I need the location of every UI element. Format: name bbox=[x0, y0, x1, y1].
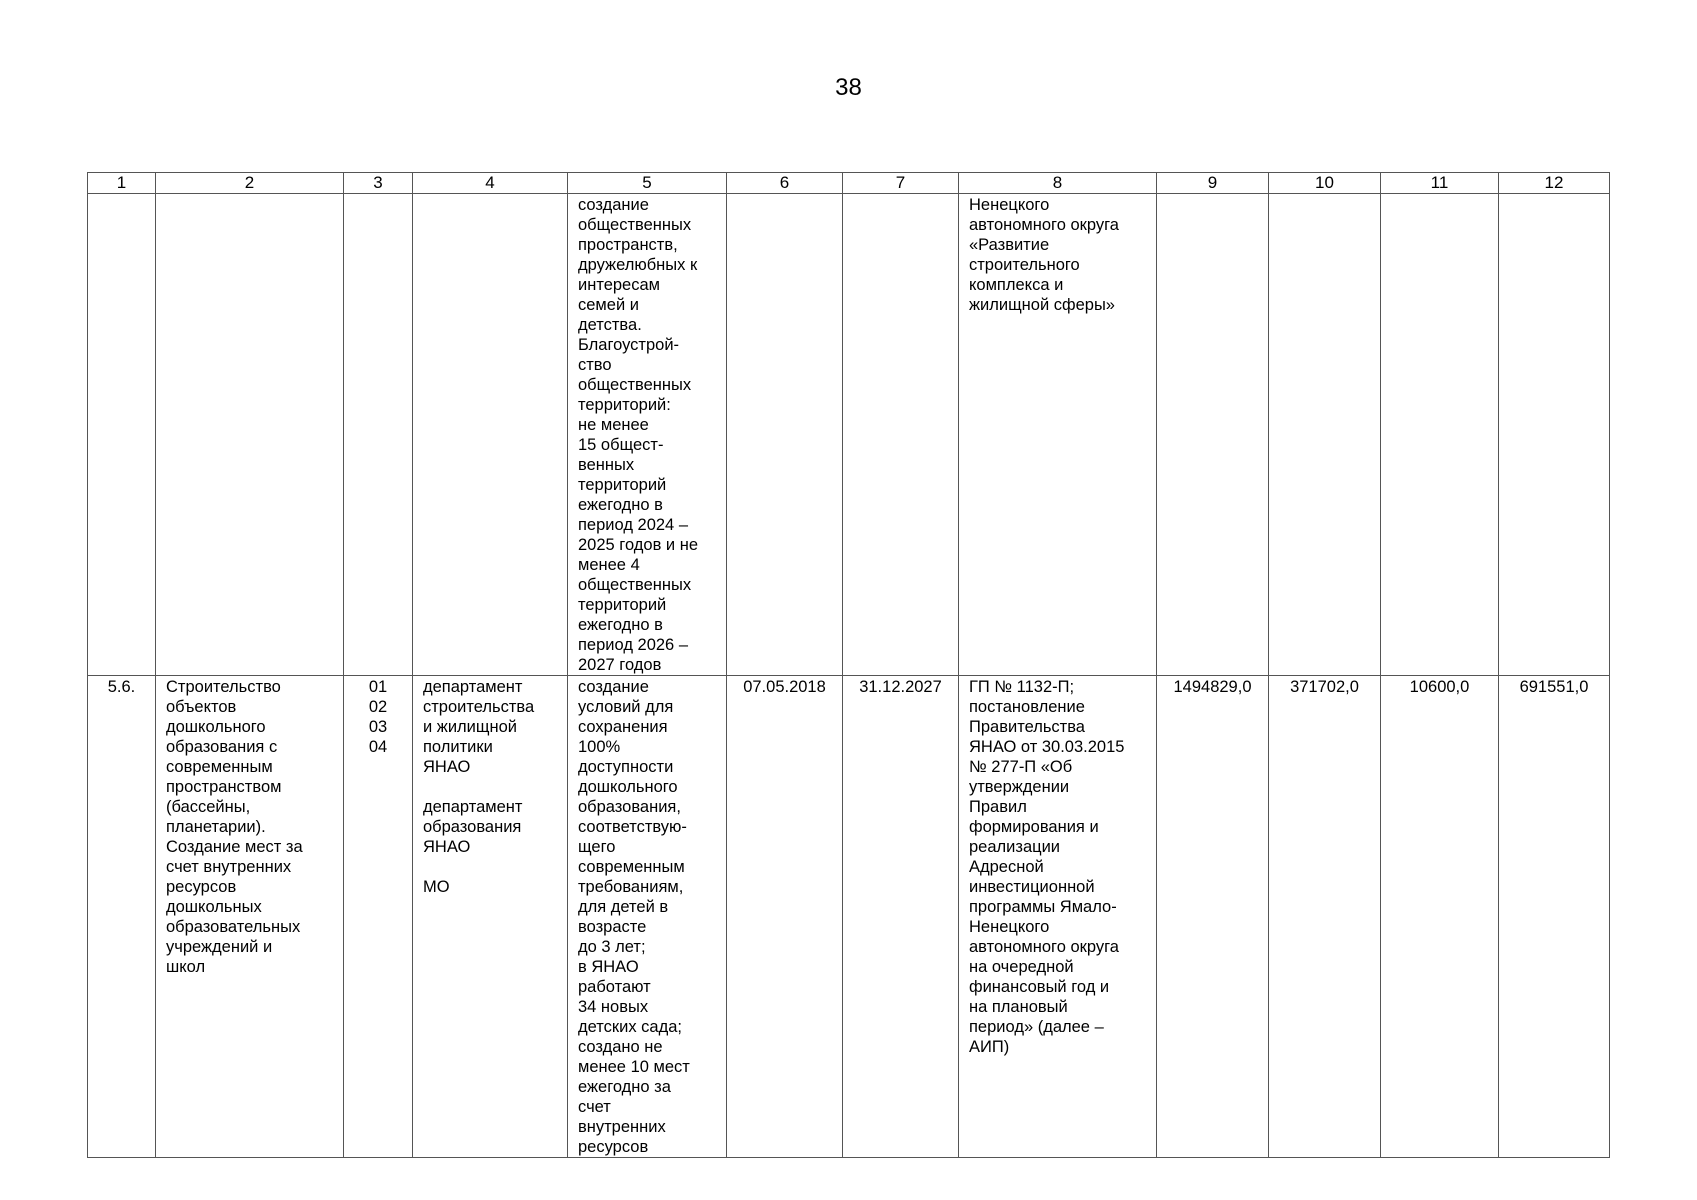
column-header: 12 bbox=[1499, 173, 1610, 194]
document-cell: Ненецкого автономного округа «Развитие строительного комплекса и жилищной сферы» bbox=[959, 194, 1157, 676]
column-number-row bbox=[88, 173, 1610, 194]
amount-cell bbox=[1499, 194, 1610, 676]
column-header: 3 bbox=[344, 173, 413, 194]
amount-cell: 1494829,0 bbox=[1157, 676, 1269, 1158]
amount-cell bbox=[1157, 194, 1269, 676]
start-date-cell bbox=[727, 194, 843, 676]
column-header: 1 bbox=[88, 173, 156, 194]
start-date-cell: 07.05.2018 bbox=[727, 676, 843, 1158]
amount-cell: 691551,0 bbox=[1499, 676, 1610, 1158]
amount-cell bbox=[1269, 194, 1381, 676]
result-cell: создание общественных пространств, дружелюбных к интересам семей и детства. Благоустрой- ство общественных территорий: не менее 15 общест- венных территорий ежегодно в период 2024 – 2025 годов и не менее 4 общественных территорий ежегодно в период 2026 – 2027 годов bbox=[568, 194, 727, 676]
end-date-cell bbox=[843, 194, 959, 676]
table-row bbox=[88, 194, 1610, 676]
amount-cell: 371702,0 bbox=[1269, 676, 1381, 1158]
measure-name-cell bbox=[156, 194, 344, 676]
row-number-cell: 5.6. bbox=[88, 676, 156, 1158]
column-header: 5 bbox=[568, 173, 727, 194]
column-header: 2 bbox=[156, 173, 344, 194]
executor-cell: департамент строительства и жилищной политики ЯНАО департамент образования ЯНАО МО bbox=[413, 676, 568, 1158]
column-header: 6 bbox=[727, 173, 843, 194]
column-header: 11 bbox=[1381, 173, 1499, 194]
measures-table bbox=[87, 172, 1610, 1158]
column-header: 9 bbox=[1157, 173, 1269, 194]
end-date-cell: 31.12.2027 bbox=[843, 676, 959, 1158]
document-cell: ГП № 1132-П; постановление Правительства ЯНАО от 30.03.2015 № 277-П «Об утверждении Правил формирования и реализации Адресной инвестиционной программы Ямало- Ненецкого автономного округа на очередной финансовый год и на плановый период» (далее – АИП) bbox=[959, 676, 1157, 1158]
column-header: 7 bbox=[843, 173, 959, 194]
measure-name-cell: Строительство объектов дошкольного образования с современным пространством (бассейны, планетарии). Создание мест за счет внутренних ресурсов дошкольных образовательных учреждений и школ bbox=[156, 676, 344, 1158]
code-cell bbox=[344, 194, 413, 676]
amount-cell: 10600,0 bbox=[1381, 676, 1499, 1158]
table-row bbox=[88, 676, 1610, 1158]
code-cell: 01 02 03 04 bbox=[344, 676, 413, 1158]
column-header: 8 bbox=[959, 173, 1157, 194]
result-cell: создание условий для сохранения 100% доступности дошкольного образования, соответствую- щего современным требованиям, для детей в возрасте до 3 лет; в ЯНАО работают 34 новых детских сада; создано не менее 10 мест ежегодно за счет внутренних ресурсов bbox=[568, 676, 727, 1158]
executor-cell bbox=[413, 194, 568, 676]
amount-cell bbox=[1381, 194, 1499, 676]
column-header: 4 bbox=[413, 173, 568, 194]
row-number-cell bbox=[88, 194, 156, 676]
column-header: 10 bbox=[1269, 173, 1381, 194]
page-number: 38 bbox=[835, 74, 862, 101]
